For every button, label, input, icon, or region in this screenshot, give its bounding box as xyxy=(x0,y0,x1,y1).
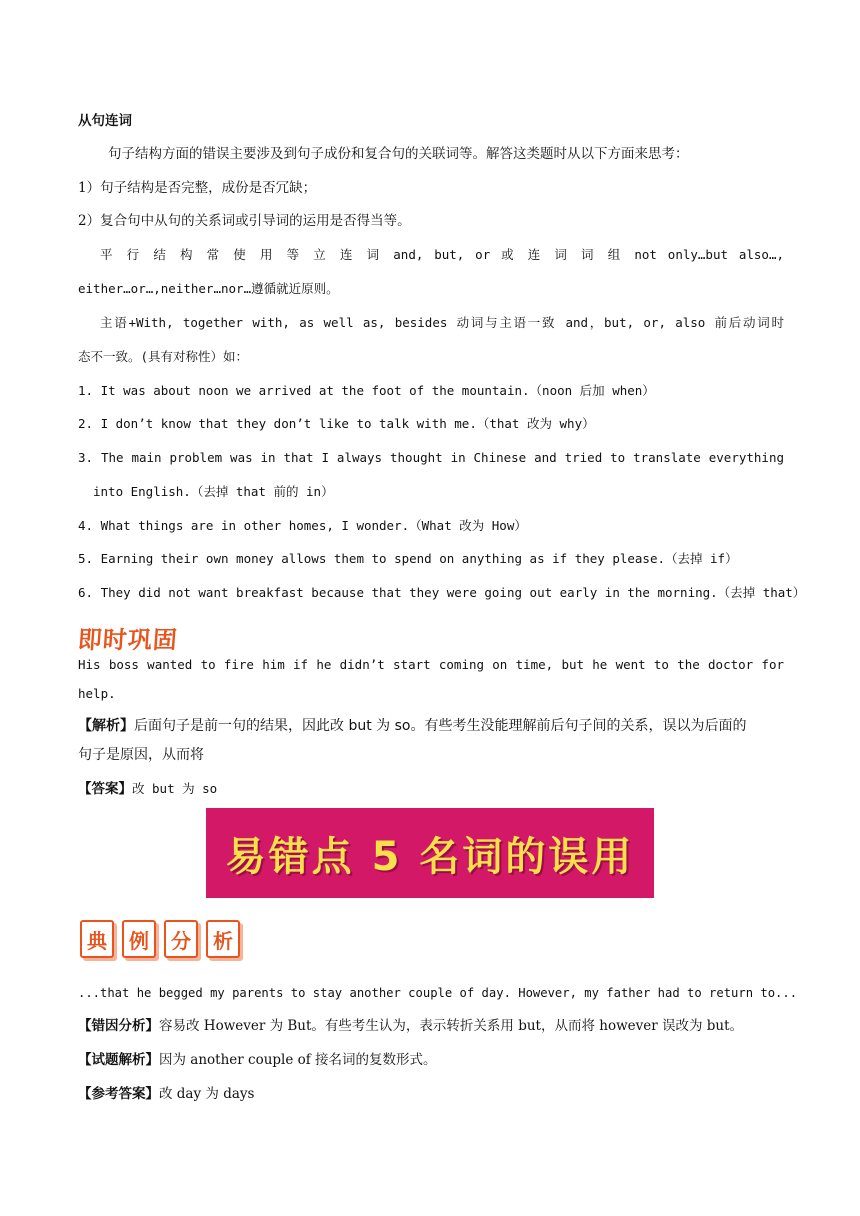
answer-tag: 【答案】 xyxy=(78,781,132,797)
example-3: 3. The main problem was in that I always thought in Chinese and tried to translate everything xyxy=(78,450,784,465)
error-analysis-tag: 【错因分析】 xyxy=(78,1018,159,1034)
example-3-continued: into English.（去掉 that 前的 in） xyxy=(93,484,334,499)
example-2: 2. I don’t know that they don’t like to talk with me.（that 改为 why） xyxy=(78,416,595,431)
parallel-structure-line-1: 平 行 结 构 常 使 用 等 立 连 词 and, but, or 或 连 词 词 组 not only…but also…, xyxy=(100,247,784,262)
subject-agreement-line-2: 态不一致。(具有对称性）如： xyxy=(78,349,249,364)
title-char-box: 析 xyxy=(206,920,240,958)
example-analysis-title xyxy=(80,920,240,958)
practice-sentence-line-2: help. xyxy=(78,686,116,701)
point-2: 2）复合句中从句的关系词或引导词的运用是否得当等。 xyxy=(78,213,411,229)
reference-answer-tag: 【参考答案】 xyxy=(78,1086,159,1102)
reference-answer-text: 改 day 为 days xyxy=(159,1086,255,1102)
subject-agreement-line-1: 主语+With, together with, as well as, besides 动词与主语一致 and，but, or, also 前后动词时 xyxy=(100,315,784,330)
analysis-line-2: 句子是原因，从而将 xyxy=(78,747,204,763)
analysis-line-1 xyxy=(78,716,784,736)
example-5: 5. Earning their own money allows them to spend on anything as if they please.（去掉 if） xyxy=(78,551,738,566)
title-char-box: 分 xyxy=(164,920,198,958)
practice-title: 即时巩固 xyxy=(76,626,179,654)
test-analysis-text: 因为 another couple of 接名词的复数形式。 xyxy=(159,1052,437,1068)
example-1: 1. It was about noon we arrived at the foot of the mountain.（noon 后加 when） xyxy=(78,383,655,398)
parallel-structure-line-2: either…or…,neither…nor…遵循就近原则。 xyxy=(78,281,339,296)
banner-title: 易错点 5 名词的误用 xyxy=(225,833,635,880)
error-analysis-text: 容易改 However 为 But。有些考生认为，表示转折关系用 but，从而将 however 误改为 but。 xyxy=(159,1018,744,1034)
test-analysis-line xyxy=(78,1050,784,1070)
practice-sentence-line-1: His boss wanted to fire him if he didn’t start coming on time, but he went to the doctor for xyxy=(78,657,784,672)
analysis-text-1: 后面句子是前一句的结果，因此改 but 为 so。有些考生没能理解前后句子间的关系，误以为后面的 xyxy=(134,718,747,734)
test-analysis-tag: 【试题解析】 xyxy=(78,1052,159,1068)
title-char-box: 典 xyxy=(80,920,114,958)
example-6: 6. They did not want breakfast because that they were going out early in the morning.（去掉 that） xyxy=(78,585,806,600)
section-heading: 从句连词 xyxy=(78,113,132,129)
error-analysis-line xyxy=(78,1016,784,1036)
intro-paragraph: 句子结构方面的错误主要涉及到句子成份和复合句的关联词等。解答这类题时从以下方面来思考： xyxy=(108,146,689,162)
title-char-box: 例 xyxy=(122,920,156,958)
point-1: 1）句子结构是否完整，成份是否冗缺； xyxy=(78,180,317,196)
error-point-banner xyxy=(206,808,654,898)
answer-text: 改 but 为 so xyxy=(132,781,218,796)
quoted-sentence: ...that he begged my parents to stay another couple of day. However, my father had to return to... xyxy=(78,986,798,1000)
answer-line xyxy=(78,779,784,799)
example-4: 4. What things are in other homes, I wonder.（What 改为 How） xyxy=(78,518,527,533)
reference-answer-line xyxy=(78,1084,784,1104)
analysis-tag: 【解析】 xyxy=(78,718,134,734)
